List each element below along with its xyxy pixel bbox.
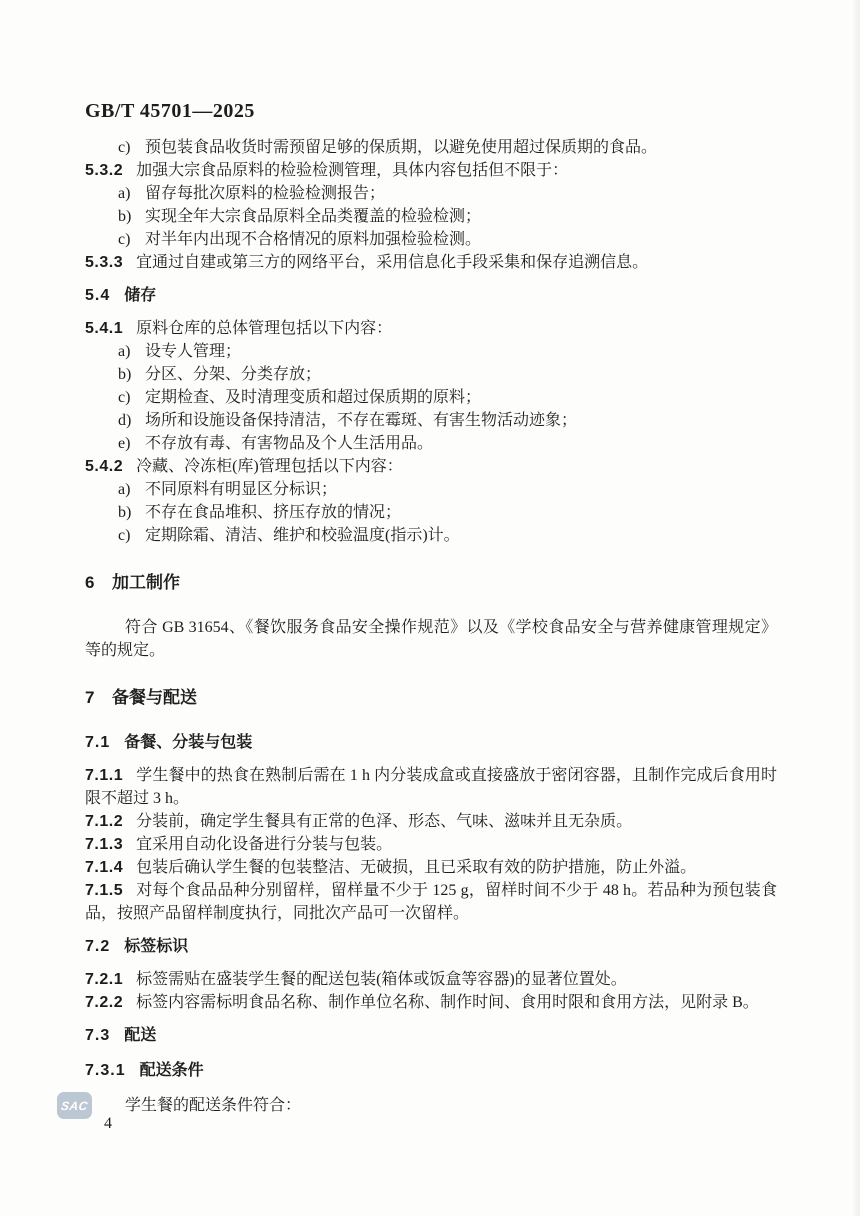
clause: [85, 968, 777, 991]
list-item: [85, 136, 777, 159]
paragraph: [85, 1094, 777, 1117]
block-text: 学生餐中的热食在熟制后需在 1 h 内分装成盒或直接盛放于密闭容器，且制作完成后食用时限不超过 3 h。: [85, 767, 777, 807]
list-item-label: a): [118, 481, 131, 498]
block-text: 储存: [124, 287, 157, 304]
block-text: 预包装食品收货时需预留足够的保质期，以避免使用超过保质期的食品。: [145, 139, 658, 156]
paragraph: [85, 616, 777, 662]
list-item-label: b): [118, 366, 132, 383]
list-item: [85, 409, 777, 432]
section-heading: [85, 1024, 777, 1047]
subsection-heading: [85, 1059, 777, 1082]
block-text: 加工制作: [111, 573, 180, 592]
block-text: 不存在食品堆积、挤压存放的情况；: [145, 504, 402, 521]
list-item: [85, 205, 777, 228]
sac-logo: [57, 1092, 92, 1119]
block-text: 配送: [124, 1027, 157, 1044]
block-text: 标签标识: [124, 938, 189, 955]
list-item-label: c): [118, 389, 131, 406]
block-text: 备餐与配送: [111, 688, 197, 707]
block-text: 实现全年大宗食品原料全品类覆盖的检验检测；: [145, 208, 482, 225]
clause-number: 7.1.3: [85, 836, 124, 853]
clause: [85, 159, 777, 182]
list-item: [85, 432, 777, 455]
clause-number: 7.1.4: [85, 859, 124, 876]
list-item: [85, 363, 777, 386]
clause-number: 7.2.1: [85, 971, 124, 988]
clause: [85, 879, 777, 925]
list-item: [85, 228, 777, 251]
section-heading: [85, 284, 777, 307]
chapter-heading: [85, 686, 777, 710]
block-text: 定期检查、及时清理变质和超过保质期的原料；: [145, 389, 482, 406]
block-text: 场所和设施设备保持清洁，不存在霉斑、有害生物活动迹象；: [145, 412, 578, 429]
clause-number: 7.1.5: [85, 882, 124, 899]
clause: [85, 317, 777, 340]
clause-number: 6: [85, 573, 95, 592]
block-text: 宜采用自动化设备进行分装与包装。: [136, 836, 393, 853]
clause: [85, 251, 777, 274]
block-text: 宜通过自建或第三方的网络平台，采用信息化手段采集和保存追溯信息。: [136, 254, 649, 271]
clause-number: 7.1: [85, 734, 111, 751]
block-text: 标签内容需标明食品名称、制作单位名称、制作时间、食用时限和食用方法，见附录 B。: [136, 994, 759, 1011]
list-item-label: c): [118, 231, 131, 248]
list-item: [85, 478, 777, 501]
section-heading: [85, 935, 777, 958]
list-item: [85, 524, 777, 547]
block-text: 对半年内出现不合格情况的原料加强检验检测。: [145, 231, 482, 248]
clause-number: 7.2: [85, 938, 111, 955]
page-number: 4: [104, 1115, 112, 1132]
block-text: 定期除霜、清洁、维护和校验温度(指示)计。: [145, 527, 460, 544]
clause: [85, 833, 777, 856]
document-content: [85, 136, 777, 1117]
block-text: 冷藏、冷冻柜(库)管理包括以下内容：: [136, 458, 403, 475]
clause-number: 7.2.2: [85, 994, 124, 1011]
clause-number: 7.3: [85, 1027, 111, 1044]
list-item: [85, 182, 777, 205]
block-text: 原料仓库的总体管理包括以下内容：: [136, 320, 393, 337]
list-item: [85, 340, 777, 363]
clause-number: 7.1.1: [85, 767, 124, 784]
list-item-label: c): [118, 139, 131, 156]
clause-number: 7.1.2: [85, 813, 124, 830]
clause: [85, 991, 777, 1014]
clause: [85, 810, 777, 833]
block-text: 留存每批次原料的检验检测报告；: [145, 185, 386, 202]
clause: [85, 764, 777, 810]
list-item-label: b): [118, 208, 132, 225]
clause-number: 7: [85, 688, 95, 707]
sac-logo-text: SAC: [60, 1098, 89, 1113]
block-text: 分装前，确定学生餐具有正常的色泽、形态、气味、滋味并且无杂质。: [136, 813, 633, 830]
clause-number: 5.3.2: [85, 162, 124, 179]
block-text: 对每个食品品种分别留样，留样量不少于 125 g，留样时间不少于 48 h。若品种为预包装食品，按照产品留样制度执行，同批次产品可一次留样。: [85, 882, 777, 922]
clause-number: 5.3.3: [85, 254, 124, 271]
list-item: [85, 386, 777, 409]
clause-number: 5.4.2: [85, 458, 124, 475]
clause: [85, 455, 777, 478]
list-item-label: c): [118, 527, 131, 544]
list-item-label: d): [118, 412, 132, 429]
list-item-label: a): [118, 185, 131, 202]
block-text: 设专人管理；: [145, 343, 242, 360]
block-text: 包装后确认学生餐的包装整洁、无破损，且已采取有效的防护措施，防止外溢。: [136, 859, 697, 876]
clause-number: 5.4: [85, 287, 111, 304]
chapter-heading: [85, 571, 777, 595]
list-item-label: b): [118, 504, 132, 521]
clause-number: 5.4.1: [85, 320, 124, 337]
standard-number-header: GB/T 45701—2025: [85, 100, 255, 122]
clause-number: 7.3.1: [85, 1062, 126, 1079]
block-text: 备餐、分装与包装: [124, 734, 253, 751]
list-item: [85, 501, 777, 524]
block-text: 符合 GB 31654、《餐饮服务食品安全操作规范》以及《学校食品安全与营养健康管理规定》等的规定。: [85, 619, 777, 659]
block-text: 分区、分架、分类存放；: [145, 366, 322, 383]
section-heading: [85, 731, 777, 754]
block-text: 加强大宗食品原料的检验检测管理，具体内容包括但不限于：: [136, 162, 569, 179]
clause: [85, 856, 777, 879]
block-text: 配送条件: [139, 1062, 204, 1079]
block-text: 标签需贴在盛装学生餐的配送包装(箱体或饭盒等容器)的显著位置处。: [136, 971, 627, 988]
list-item-label: e): [118, 435, 131, 452]
block-text: 不同原料有明显区分标识；: [145, 481, 338, 498]
block-text: 学生餐的配送条件符合：: [125, 1097, 302, 1114]
block-text: 不存放有毒、有害物品及个人生活用品。: [145, 435, 434, 452]
list-item-label: a): [118, 343, 131, 360]
